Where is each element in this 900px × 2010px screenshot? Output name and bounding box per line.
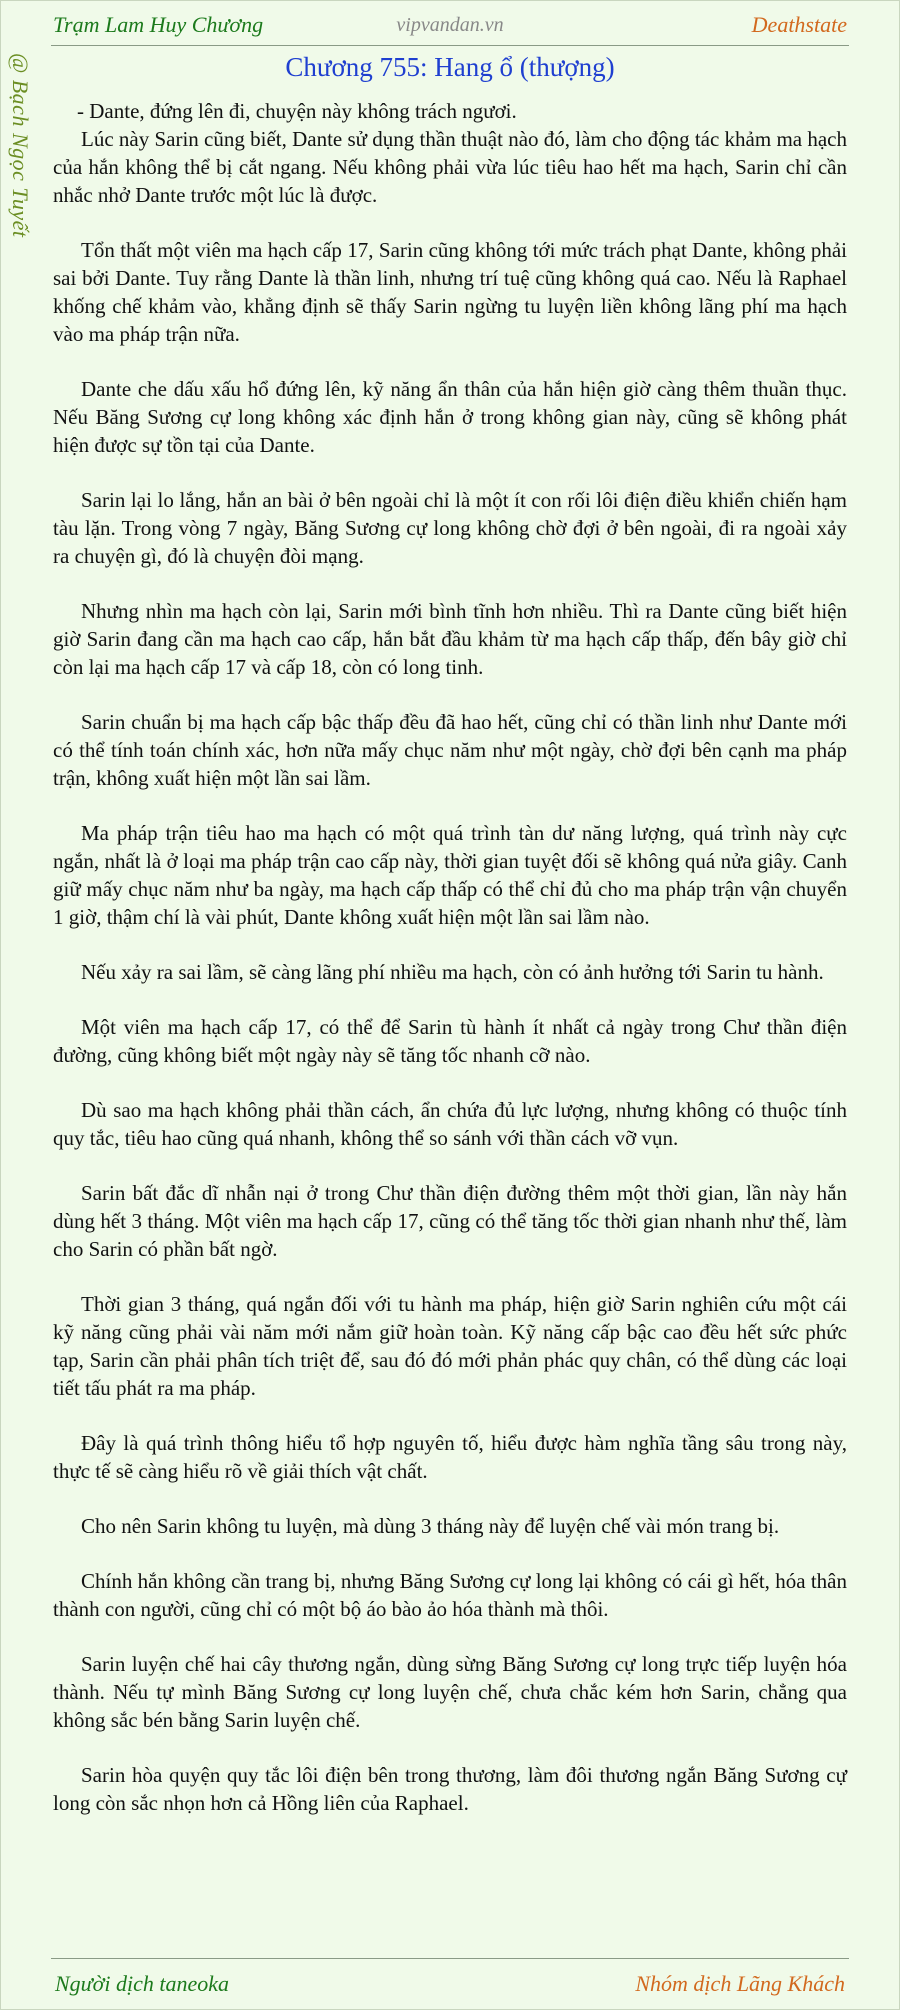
paragraph: Sarin luyện chế hai cây thương ngắn, dùng sừng Băng Sương cự long trực tiếp luyện hóa thành. Nếu tự mình Băng Sương cự long luyện chế, chưa chắc kém hơn Sarin, chẳng qua không sắc bén bằng Sarin luyện chế. (53, 1652, 847, 1732)
paragraph: Sarin bất đắc dĩ nhẫn nại ở trong Chư thần điện đường thêm một thời gian, lần này hắn dùng hết 3 tháng. Một viên ma hạch cấp 17, cũng có thể tăng tốc thời gian nhanh như thế, làm cho Sarin có phần bất ngờ. (53, 1181, 847, 1261)
paragraph: Một viên ma hạch cấp 17, có thể để Sarin tù hành ít nhất cả ngày trong Chư thần điện đường, cũng không biết một ngày này sẽ tăng tốc nhanh cỡ nào. (53, 1015, 847, 1067)
chapter-title: Chương 755: Hang ổ (thượng) (285, 52, 615, 82)
footer-translation-group: Nhóm dịch Lãng Khách (635, 1971, 845, 1996)
paragraph: Sarin chuẩn bị ma hạch cấp bậc thấp đều đã hao hết, cũng chỉ có thần linh như Dante mới có thể tính toán chính xác, hơn nữa mấy chục năm như một ngày, chờ đợi bên cạnh ma pháp trận, không xuất hiện một lần sai lầm. (53, 710, 847, 790)
paragraph: Chính hắn không cần trang bị, nhưng Băng Sương cự long lại không có cái gì hết, hóa thân thành con người, cũng chỉ có một bộ áo bào ảo hóa thành mà thôi. (53, 1569, 847, 1621)
paragraph: Tổn thất một viên ma hạch cấp 17, Sarin cũng không tới mức trách phạt Dante, không phải sai bởi Dante. Tuy rằng Dante là thần linh, nhưng trí tuệ cũng không quá cao. Nếu là Raphael khống chế khảm vào, khẳng định sẽ thấy Sarin ngừng tu luyện liền không lãng phí ma hạch vào ma pháp trận nữa. (53, 238, 847, 346)
paragraph: Dù sao ma hạch không phải thần cách, ẩn chứa đủ lực lượng, nhưng không có thuộc tính quy tắc, tiêu hao cũng quá nhanh, không thể so sánh với thần cách vỡ vụn. (53, 1098, 847, 1150)
paragraph: Sarin lại lo lắng, hắn an bài ở bên ngoài chỉ là một ít con rối lôi điện điều khiển chiến hạm tàu lặn. Trong vòng 7 ngày, Băng Sương cự long không chờ đợi ở bên ngoài, đi ra ngoài xảy ra chuyện gì, đó là chuyện đòi mạng. (53, 488, 847, 568)
paragraph: Sarin hòa quyện quy tắc lôi điện bên trong thương, làm đôi thương ngắn Băng Sương cự long còn sắc nhọn hơn cả Hồng liên của Raphael. (53, 1763, 847, 1815)
header-domain: vipvandan.vn (396, 14, 504, 36)
side-watermark-credit: @ Bạch Ngọc Tuyết (8, 53, 33, 238)
header-site-name: Trạm Lam Huy Chương (53, 12, 264, 37)
paragraph: - Dante, đứng lên đi, chuyện này không trách ngươi. (77, 99, 517, 123)
paragraph: Thời gian 3 tháng, quá ngắn đối với tu hành ma pháp, hiện giờ Sarin nghiên cứu một cái kỹ năng cũng phải vài năm mới nắm giữ hoàn toàn. Kỹ năng cấp bậc cao đều hết sức phức tạp, Sarin cần phải phân tích triệt để, sau đó đó mới phản phác quy chân, có thể dùng các loại tiết tấu phát ra ma pháp. (53, 1292, 847, 1400)
footer-divider (51, 1958, 849, 1959)
header-novel-title: Deathstate (751, 12, 847, 37)
paragraph: Nếu xảy ra sai lầm, sẽ càng lãng phí nhiều ma hạch, còn có ảnh hưởng tới Sarin tu hành. (81, 960, 824, 984)
chapter-body (53, 97, 847, 1844)
header-divider (51, 45, 849, 46)
paragraph: Lúc này Sarin cũng biết, Dante sử dụng thần thuật nào đó, làm cho động tác khảm ma hạch của hắn không thể bị cắt ngang. Nếu không phải vừa lúc tiêu hao hết ma hạch, Sarin chỉ cần nhắc nhở Dante trước một lúc là được. (53, 127, 848, 207)
paragraph: Cho nên Sarin không tu luyện, mà dùng 3 tháng này để luyện chế vài món trang bị. (81, 1514, 780, 1538)
page-header (51, 7, 849, 43)
paragraph: Nhưng nhìn ma hạch còn lại, Sarin mới bình tĩnh hơn nhiều. Thì ra Dante cũng biết hiện giờ Sarin đang cần ma hạch cao cấp, hắn bắt đầu khảm từ ma hạch cấp thấp, đến bây giờ chỉ còn lại ma hạch cấp 17 và cấp 18, còn có long tinh. (53, 599, 847, 679)
page-footer (51, 1967, 849, 2001)
paragraph: Ma pháp trận tiêu hao ma hạch có một quá trình tàn dư năng lượng, quá trình này cực ngắn, nhất là ở loại ma pháp trận cao cấp này, thời gian tuyệt đối sẽ không quá nửa giây. Canh giữ mấy chục năm như ba ngày, ma hạch cấp thấp có thể chỉ đủ cho ma pháp trận vận chuyển 1 giờ, thậm chí là vài phút, Dante không xuất hiện một lần sai lầm nào. (53, 821, 847, 929)
footer-translator: Người dịch taneoka (55, 1971, 230, 1996)
paragraph: Đây là quá trình thông hiểu tổ hợp nguyên tố, hiểu được hàm nghĩa tầng sâu trong này, thực tế sẽ càng hiểu rõ về giải thích vật chất. (53, 1431, 847, 1483)
paragraph: Dante che dấu xấu hổ đứng lên, kỹ năng ẩn thân của hắn hiện giờ càng thêm thuần thục. Nếu Băng Sương cự long không xác định hắn ở trong không gian này, cũng sẽ không phát hiện được sự tồn tại của Dante. (53, 377, 847, 457)
